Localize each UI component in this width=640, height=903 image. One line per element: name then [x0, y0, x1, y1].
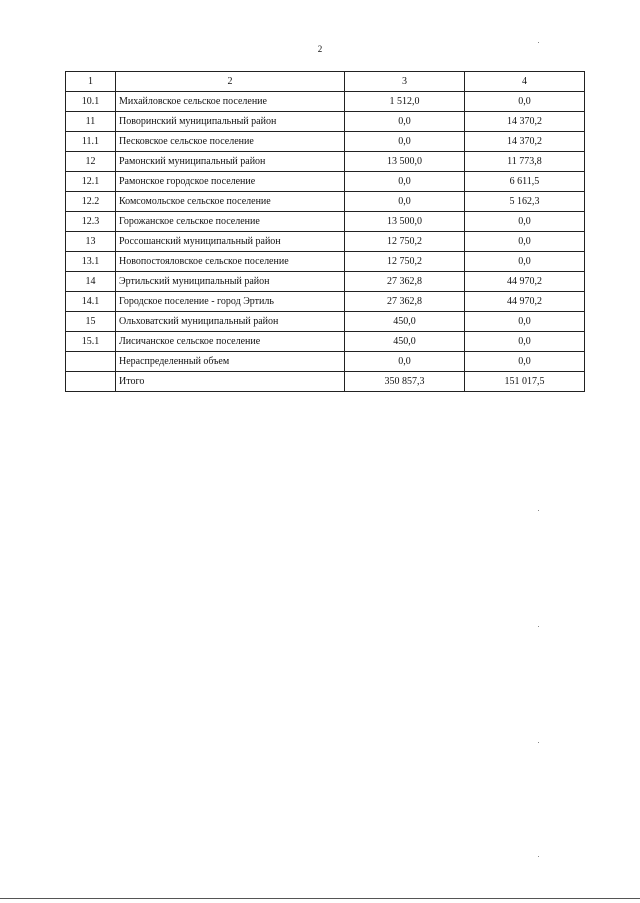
- row-col4-cell: 44 970,2: [465, 292, 585, 312]
- row-col3-cell: 12 750,2: [345, 252, 465, 272]
- table-row: [66, 112, 585, 132]
- column-header-2: 2: [116, 72, 345, 92]
- table-header-row: [66, 72, 585, 92]
- row-col4-cell: 0,0: [465, 92, 585, 112]
- table-row: [66, 92, 585, 112]
- data-table: [65, 71, 585, 392]
- table-row: [66, 272, 585, 292]
- row-number-cell: 13: [66, 232, 116, 252]
- row-number-cell: 10.1: [66, 92, 116, 112]
- row-col4-cell: 0,0: [465, 212, 585, 232]
- column-header-4: 4: [465, 72, 585, 92]
- table-row: [66, 232, 585, 252]
- scan-artifact: [538, 510, 539, 511]
- row-name-cell: Новопостояловское сельское поселение: [116, 252, 345, 272]
- row-name-cell: Эртильский муниципальный район: [116, 272, 345, 292]
- row-col4-cell: 151 017,5: [465, 372, 585, 392]
- scan-artifact: [538, 42, 539, 43]
- row-col3-cell: 0,0: [345, 352, 465, 372]
- table-body: [66, 92, 585, 392]
- row-col4-cell: 14 370,2: [465, 132, 585, 152]
- row-col3-cell: 0,0: [345, 192, 465, 212]
- row-name-cell: Россошанский муниципальный район: [116, 232, 345, 252]
- row-name-cell: Михайловское сельское поселение: [116, 92, 345, 112]
- table-row: [66, 332, 585, 352]
- table-row: [66, 172, 585, 192]
- row-col3-cell: 12 750,2: [345, 232, 465, 252]
- row-name-cell: Нераспределенный объем: [116, 352, 345, 372]
- row-col3-cell: 0,0: [345, 132, 465, 152]
- row-name-cell: Итого: [116, 372, 345, 392]
- scan-artifact: [538, 742, 539, 743]
- row-name-cell: Городское поселение - город Эртиль: [116, 292, 345, 312]
- row-name-cell: Рамонский муниципальный район: [116, 152, 345, 172]
- row-name-cell: Комсомольское сельское поселение: [116, 192, 345, 212]
- table-row: [66, 152, 585, 172]
- table-row: [66, 312, 585, 332]
- row-name-cell: Горожанское сельское поселение: [116, 212, 345, 232]
- row-col4-cell: 5 162,3: [465, 192, 585, 212]
- row-col3-cell: 13 500,0: [345, 212, 465, 232]
- row-col3-cell: 13 500,0: [345, 152, 465, 172]
- row-col4-cell: 0,0: [465, 352, 585, 372]
- row-col3-cell: 450,0: [345, 312, 465, 332]
- row-col3-cell: 27 362,8: [345, 292, 465, 312]
- row-col4-cell: 0,0: [465, 252, 585, 272]
- table-row: [66, 292, 585, 312]
- row-number-cell: 12.2: [66, 192, 116, 212]
- row-name-cell: Лисичанское сельское поселение: [116, 332, 345, 352]
- row-col4-cell: 44 970,2: [465, 272, 585, 292]
- table-row: [66, 372, 585, 392]
- row-col3-cell: 350 857,3: [345, 372, 465, 392]
- row-number-cell: 15.1: [66, 332, 116, 352]
- row-number-cell: 14: [66, 272, 116, 292]
- table-row: [66, 252, 585, 272]
- row-col4-cell: 11 773,8: [465, 152, 585, 172]
- row-number-cell: 12.3: [66, 212, 116, 232]
- row-number-cell: 11: [66, 112, 116, 132]
- row-col3-cell: 0,0: [345, 172, 465, 192]
- row-name-cell: Ольховатский муниципальный район: [116, 312, 345, 332]
- row-number-cell: 11.1: [66, 132, 116, 152]
- row-number-cell: 14.1: [66, 292, 116, 312]
- row-name-cell: Рамонское городское поселение: [116, 172, 345, 192]
- scan-artifact: [538, 626, 539, 627]
- row-number-cell: 12.1: [66, 172, 116, 192]
- row-col3-cell: 27 362,8: [345, 272, 465, 292]
- row-name-cell: Песковское сельское поселение: [116, 132, 345, 152]
- table-row: [66, 212, 585, 232]
- row-number-cell: [66, 372, 116, 392]
- row-col4-cell: 6 611,5: [465, 172, 585, 192]
- page-number: 2: [317, 44, 323, 54]
- page-bottom-edge: [0, 898, 640, 899]
- table-row: [66, 192, 585, 212]
- row-col3-cell: 450,0: [345, 332, 465, 352]
- row-name-cell: Поворинский муниципальный район: [116, 112, 345, 132]
- row-col4-cell: 0,0: [465, 312, 585, 332]
- row-number-cell: 15: [66, 312, 116, 332]
- row-number-cell: 13.1: [66, 252, 116, 272]
- row-col4-cell: 14 370,2: [465, 112, 585, 132]
- scan-artifact: [538, 856, 539, 857]
- column-header-3: 3: [345, 72, 465, 92]
- row-col3-cell: 1 512,0: [345, 92, 465, 112]
- table-row: [66, 132, 585, 152]
- row-col3-cell: 0,0: [345, 112, 465, 132]
- row-number-cell: [66, 352, 116, 372]
- table-row: [66, 352, 585, 372]
- column-header-1: 1: [66, 72, 116, 92]
- row-col4-cell: 0,0: [465, 232, 585, 252]
- row-number-cell: 12: [66, 152, 116, 172]
- row-col4-cell: 0,0: [465, 332, 585, 352]
